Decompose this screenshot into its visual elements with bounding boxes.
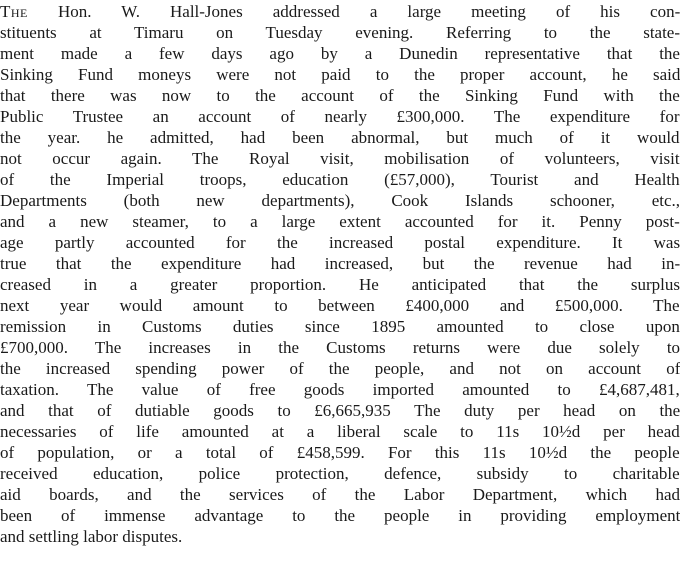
article-line-24: aid boards, and the services of the Labor Department, which had bbox=[0, 485, 680, 504]
article-line-9: of the Imperial troops, education (£57,000), Tourist and Health bbox=[0, 170, 680, 189]
article-line-14: creased in a greater proportion. He anticipated that the surplus bbox=[0, 275, 680, 294]
article-line-25: been of immense advantage to the people in providing employment bbox=[0, 506, 680, 525]
article-line-23: received education, police protection, defence, subsidy to charitable bbox=[0, 464, 680, 483]
article-line-18: the increased spending power of the people, and not on account of bbox=[0, 359, 680, 378]
article-line-16: remission in Customs duties since 1895 amounted to close upon bbox=[0, 317, 680, 336]
article-line-22: of population, or a total of £458,599. For this 11s 10½d the people bbox=[0, 443, 680, 462]
article-line-10: Departments (both new departments), Cook Islands schooner, etc., bbox=[0, 191, 680, 210]
article-line-20: and that of dutiable goods to £6,665,935 The duty per head on the bbox=[0, 401, 680, 420]
article-line-3: ment made a few days ago by a Dunedin representative that the bbox=[0, 44, 680, 63]
article-line-8: not occur again. The Royal visit, mobilisation of volunteers, visit bbox=[0, 149, 680, 168]
lead-in: The bbox=[0, 2, 28, 21]
article-line-11: and a new steamer, to a large extent accounted for it. Penny post- bbox=[0, 212, 680, 231]
article-line-13: true that the expenditure had increased, but the revenue had in- bbox=[0, 254, 680, 273]
article-line-6: Public Trustee an account of nearly £300,000. The expenditure for bbox=[0, 107, 680, 126]
article-line-4: Sinking Fund moneys were not paid to the proper account, he said bbox=[0, 65, 680, 84]
article-line-17: £700,000. The increases in the Customs returns were due solely to bbox=[0, 338, 680, 357]
article-line-21: necessaries of life amounted at a liberal scale to 11s 10½d per head bbox=[0, 422, 680, 441]
article-line-1 bbox=[0, 2, 680, 22]
article-line-2: stituents at Timaru on Tuesday evening. Referring to the state- bbox=[0, 23, 680, 42]
line-text: Hon. W. Hall-Jones addressed a large meeting of his con- bbox=[27, 2, 680, 21]
article-line-26: and settling labor disputes. bbox=[0, 527, 183, 546]
article-line-7: the year. he admitted, had been abnormal, but much of it would bbox=[0, 128, 680, 147]
article-line-12: age partly accounted for the increased postal expenditure. It was bbox=[0, 233, 680, 252]
article-line-19: taxation. The value of free goods imported amounted to £4,687,481, bbox=[0, 380, 680, 399]
article-line-5: that there was now to the account of the Sinking Fund with the bbox=[0, 86, 680, 105]
article-line-15: next year would amount to between £400,000 and £500,000. The bbox=[0, 296, 680, 315]
